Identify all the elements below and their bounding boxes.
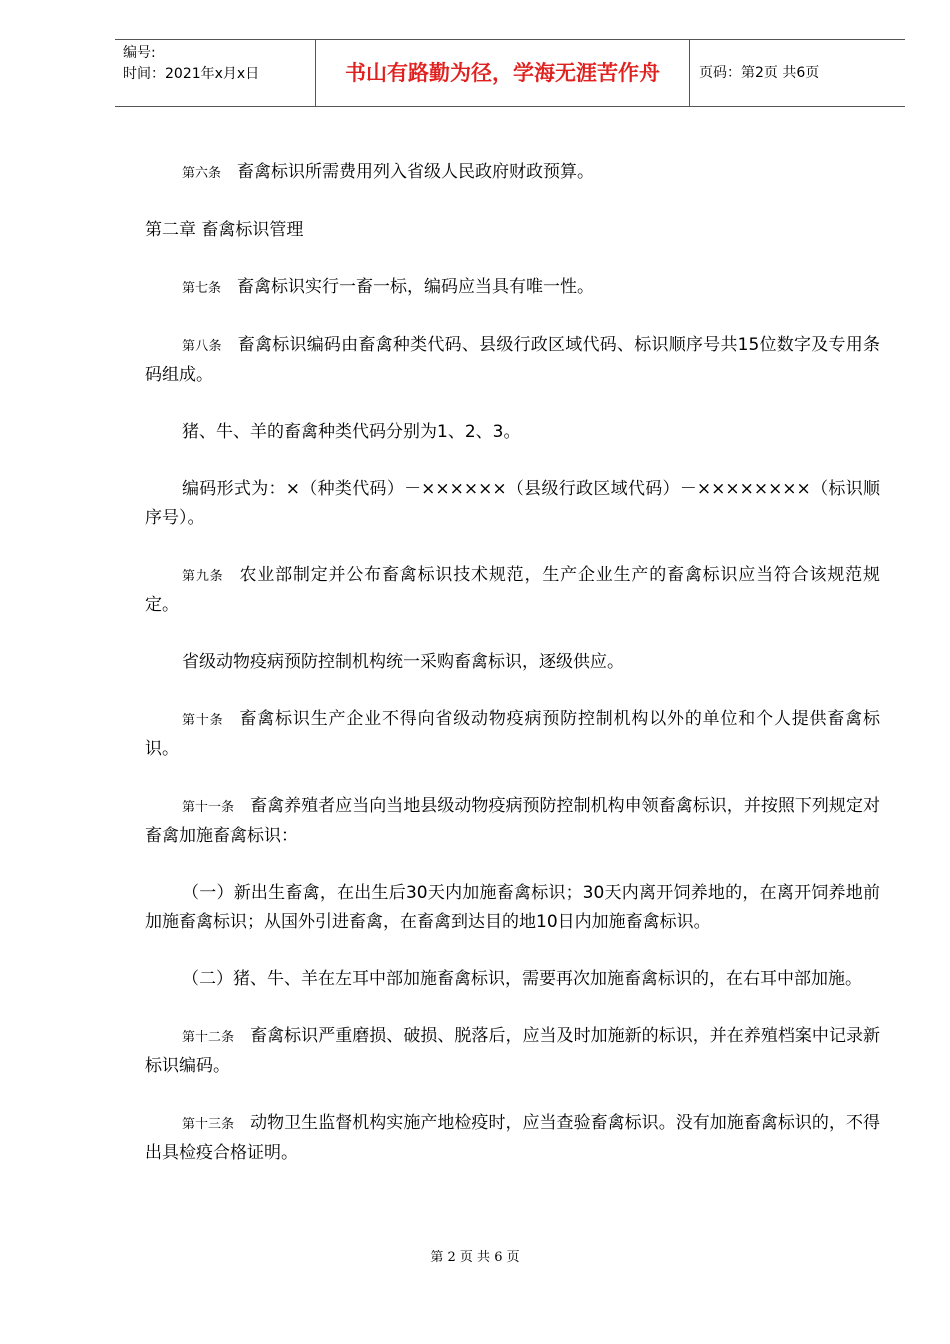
paragraph-text: （二）猪、牛、羊在左耳中部加施畜禽标识，需要再次加施畜禽标识的，在右耳中部加施。 xyxy=(182,969,862,989)
body-paragraph xyxy=(145,475,880,533)
article-paragraph xyxy=(145,1109,880,1168)
article-number: 第十二条 xyxy=(182,1030,235,1045)
paragraph-text: 畜禽标识严重磨损、破损、脱落后，应当及时加施新的标识，并在养殖档案中记录新标识编码。 xyxy=(145,1026,880,1076)
document-number-label: 编号: xyxy=(123,45,156,61)
article-paragraph xyxy=(145,1022,880,1081)
article-number: 第八条 xyxy=(182,339,222,354)
header-motto: 书山有路勤为径，学海无涯苦作舟 xyxy=(316,40,690,106)
paragraph-text: 省级动物疫病预防控制机构统一采购畜禽标识，逐级供应。 xyxy=(182,652,624,672)
document-body xyxy=(145,158,880,1196)
article-paragraph xyxy=(145,792,880,851)
page-header xyxy=(115,39,905,107)
article-number: 第十三条 xyxy=(182,1117,235,1132)
article-number: 第七条 xyxy=(182,281,222,296)
article-number: 第十一条 xyxy=(182,800,235,815)
paragraph-text: 畜禽养殖者应当向当地县级动物疫病预防控制机构申领畜禽标识，并按照下列规定对畜禽加施畜禽标识： xyxy=(145,796,880,846)
article-paragraph xyxy=(145,273,880,303)
paragraph-text: 畜禽标识所需费用列入省级人民政府财政预算。 xyxy=(237,162,595,182)
body-paragraph xyxy=(145,648,880,677)
paragraph-text: 猪、牛、羊的畜禽种类代码分别为1、2、3。 xyxy=(182,422,521,442)
body-paragraph xyxy=(145,879,880,937)
paragraph-text: （一）新出生畜禽，在出生后30天内加施畜禽标识；30天内离开饲养地的，在离开饲养地前加施畜禽标识；从国外引进畜禽，在畜禽到达目的地10日内加施畜禽标识。 xyxy=(145,883,880,932)
article-paragraph xyxy=(145,705,880,764)
article-number: 第六条 xyxy=(182,166,222,181)
document-time: 时间：2021年x月x日 xyxy=(123,66,260,82)
paragraph-text: 动物卫生监督机构实施产地检疫时，应当查验畜禽标识。没有加施畜禽标识的，不得出具检疫合格证明。 xyxy=(145,1113,880,1163)
article-paragraph xyxy=(145,561,880,620)
paragraph-text: 畜禽标识编码由畜禽种类代码、县级行政区域代码、标识顺序号共15位数字及专用条 码组成。 xyxy=(145,335,880,385)
body-paragraph xyxy=(145,965,880,994)
chapter-heading: 第二章 畜禽标识管理 xyxy=(145,220,304,240)
article-number: 第十条 xyxy=(182,713,224,728)
article-paragraph xyxy=(145,331,880,390)
page-footer: 第 2 页 共 6 页 xyxy=(430,1250,520,1265)
body-paragraph xyxy=(145,418,880,447)
header-page-number: 页码：第2页 共6页 xyxy=(699,65,820,81)
paragraph-text: 畜禽标识生产企业不得向省级动物疫病预防控制机构以外的单位和个人提供畜禽标识。 xyxy=(145,709,880,759)
article-number: 第九条 xyxy=(182,569,224,584)
paragraph-text: 畜禽标识实行一畜一标，编码应当具有唯一性。 xyxy=(237,277,595,297)
paragraph-text: 编码形式为：×（种类代码）－××××××（县级行政区域代码）－××××××××（标识顺序号）。 xyxy=(145,479,880,528)
paragraph-text: 农业部制定并公布畜禽标识技术规范，生产企业生产的畜禽标识应当符合该规范规定。 xyxy=(145,565,880,615)
article-paragraph xyxy=(145,158,880,188)
header-meta xyxy=(115,40,316,106)
